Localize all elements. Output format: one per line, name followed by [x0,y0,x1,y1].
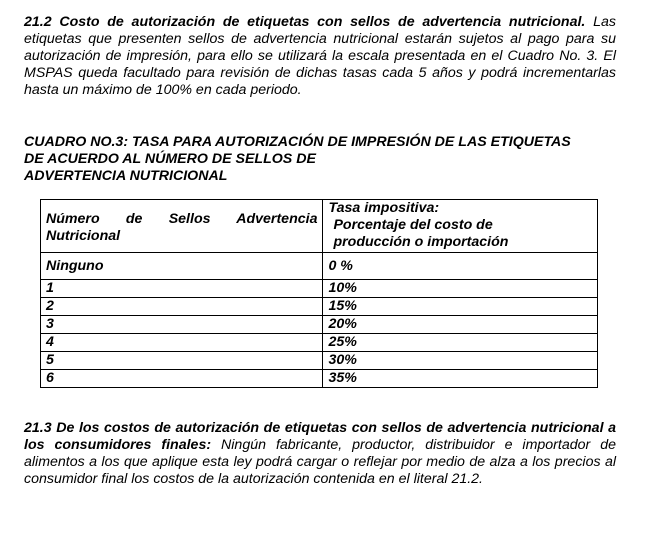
table-row [41,280,598,298]
cell-tasa: 35% [323,370,598,388]
header-tasa-line-2: Porcentaje del costo de [333,217,493,233]
header-tasa-line-1: Tasa impositiva: [328,200,440,216]
cell-sellos: 5 [41,352,323,370]
table-row [41,334,598,352]
header-numero-sellos: Número de Sellos Advertencia Nutricional [41,200,323,253]
cell-tasa: 15% [323,298,598,316]
section-21-2-heading: 21.2 Costo de autorización de etiquetas con sellos de advertencia nutricional. [24,14,586,30]
cell-sellos: Ninguno [41,253,323,280]
section-21-2-body: Las etiquetas que presenten sellos de advertencia nutricional estarán sujetos al pago para su autorización de impresión, para ello se utilizará la escala presentada en el Cuadro No. 3. El MSPAS queda facultado para revisión de dichas tasas cada 5 años y podrá incrementarlas hasta un máximo de 100% en cada periodo. [24,14,616,98]
table-row [41,352,598,370]
header-tasa-line-3: producción o importación [333,234,509,250]
table-row [41,316,598,334]
section-21-3-body: Ningún fabricante, productor, distribuidor e importador de alimentos a los que aplique esta ley podrá cargar o reflejar por medio de alza a los precios al consumidor final los costos de la autorización contenida en el literal 21.2. [24,437,616,487]
cell-sellos: 6 [41,370,323,388]
tasa-table [40,199,598,388]
section-21-3-heading: 21.3 De los costos de autorización de etiquetas con sellos de advertencia nutricional a los consumidores finales: [24,420,616,453]
cell-sellos: 4 [41,334,323,352]
section-21-3-paragraph [24,420,616,488]
header-tasa-impositiva [323,200,598,253]
section-21-2-paragraph [24,14,616,99]
cell-tasa: 30% [323,352,598,370]
cell-sellos: 2 [41,298,323,316]
table-header-row [41,200,598,253]
cuadro-3-title-line-2: DE ACUERDO AL NÚMERO DE SELLOS DE [24,151,316,167]
cuadro-3-title [24,134,624,185]
table-row [41,370,598,388]
cell-tasa: 20% [323,316,598,334]
cuadro-3-title-line-1: CUADRO NO.3: TASA PARA AUTORIZACIÓN DE IMPRESIÓN DE LAS ETIQUETAS [24,134,571,150]
table-row [41,253,598,280]
cell-sellos: 1 [41,280,323,298]
table-row [41,298,598,316]
cuadro-3-title-line-3: ADVERTENCIA NUTRICIONAL [24,168,228,184]
cell-tasa: 0 % [323,253,598,280]
cell-tasa: 25% [323,334,598,352]
cell-tasa: 10% [323,280,598,298]
cell-sellos: 3 [41,316,323,334]
